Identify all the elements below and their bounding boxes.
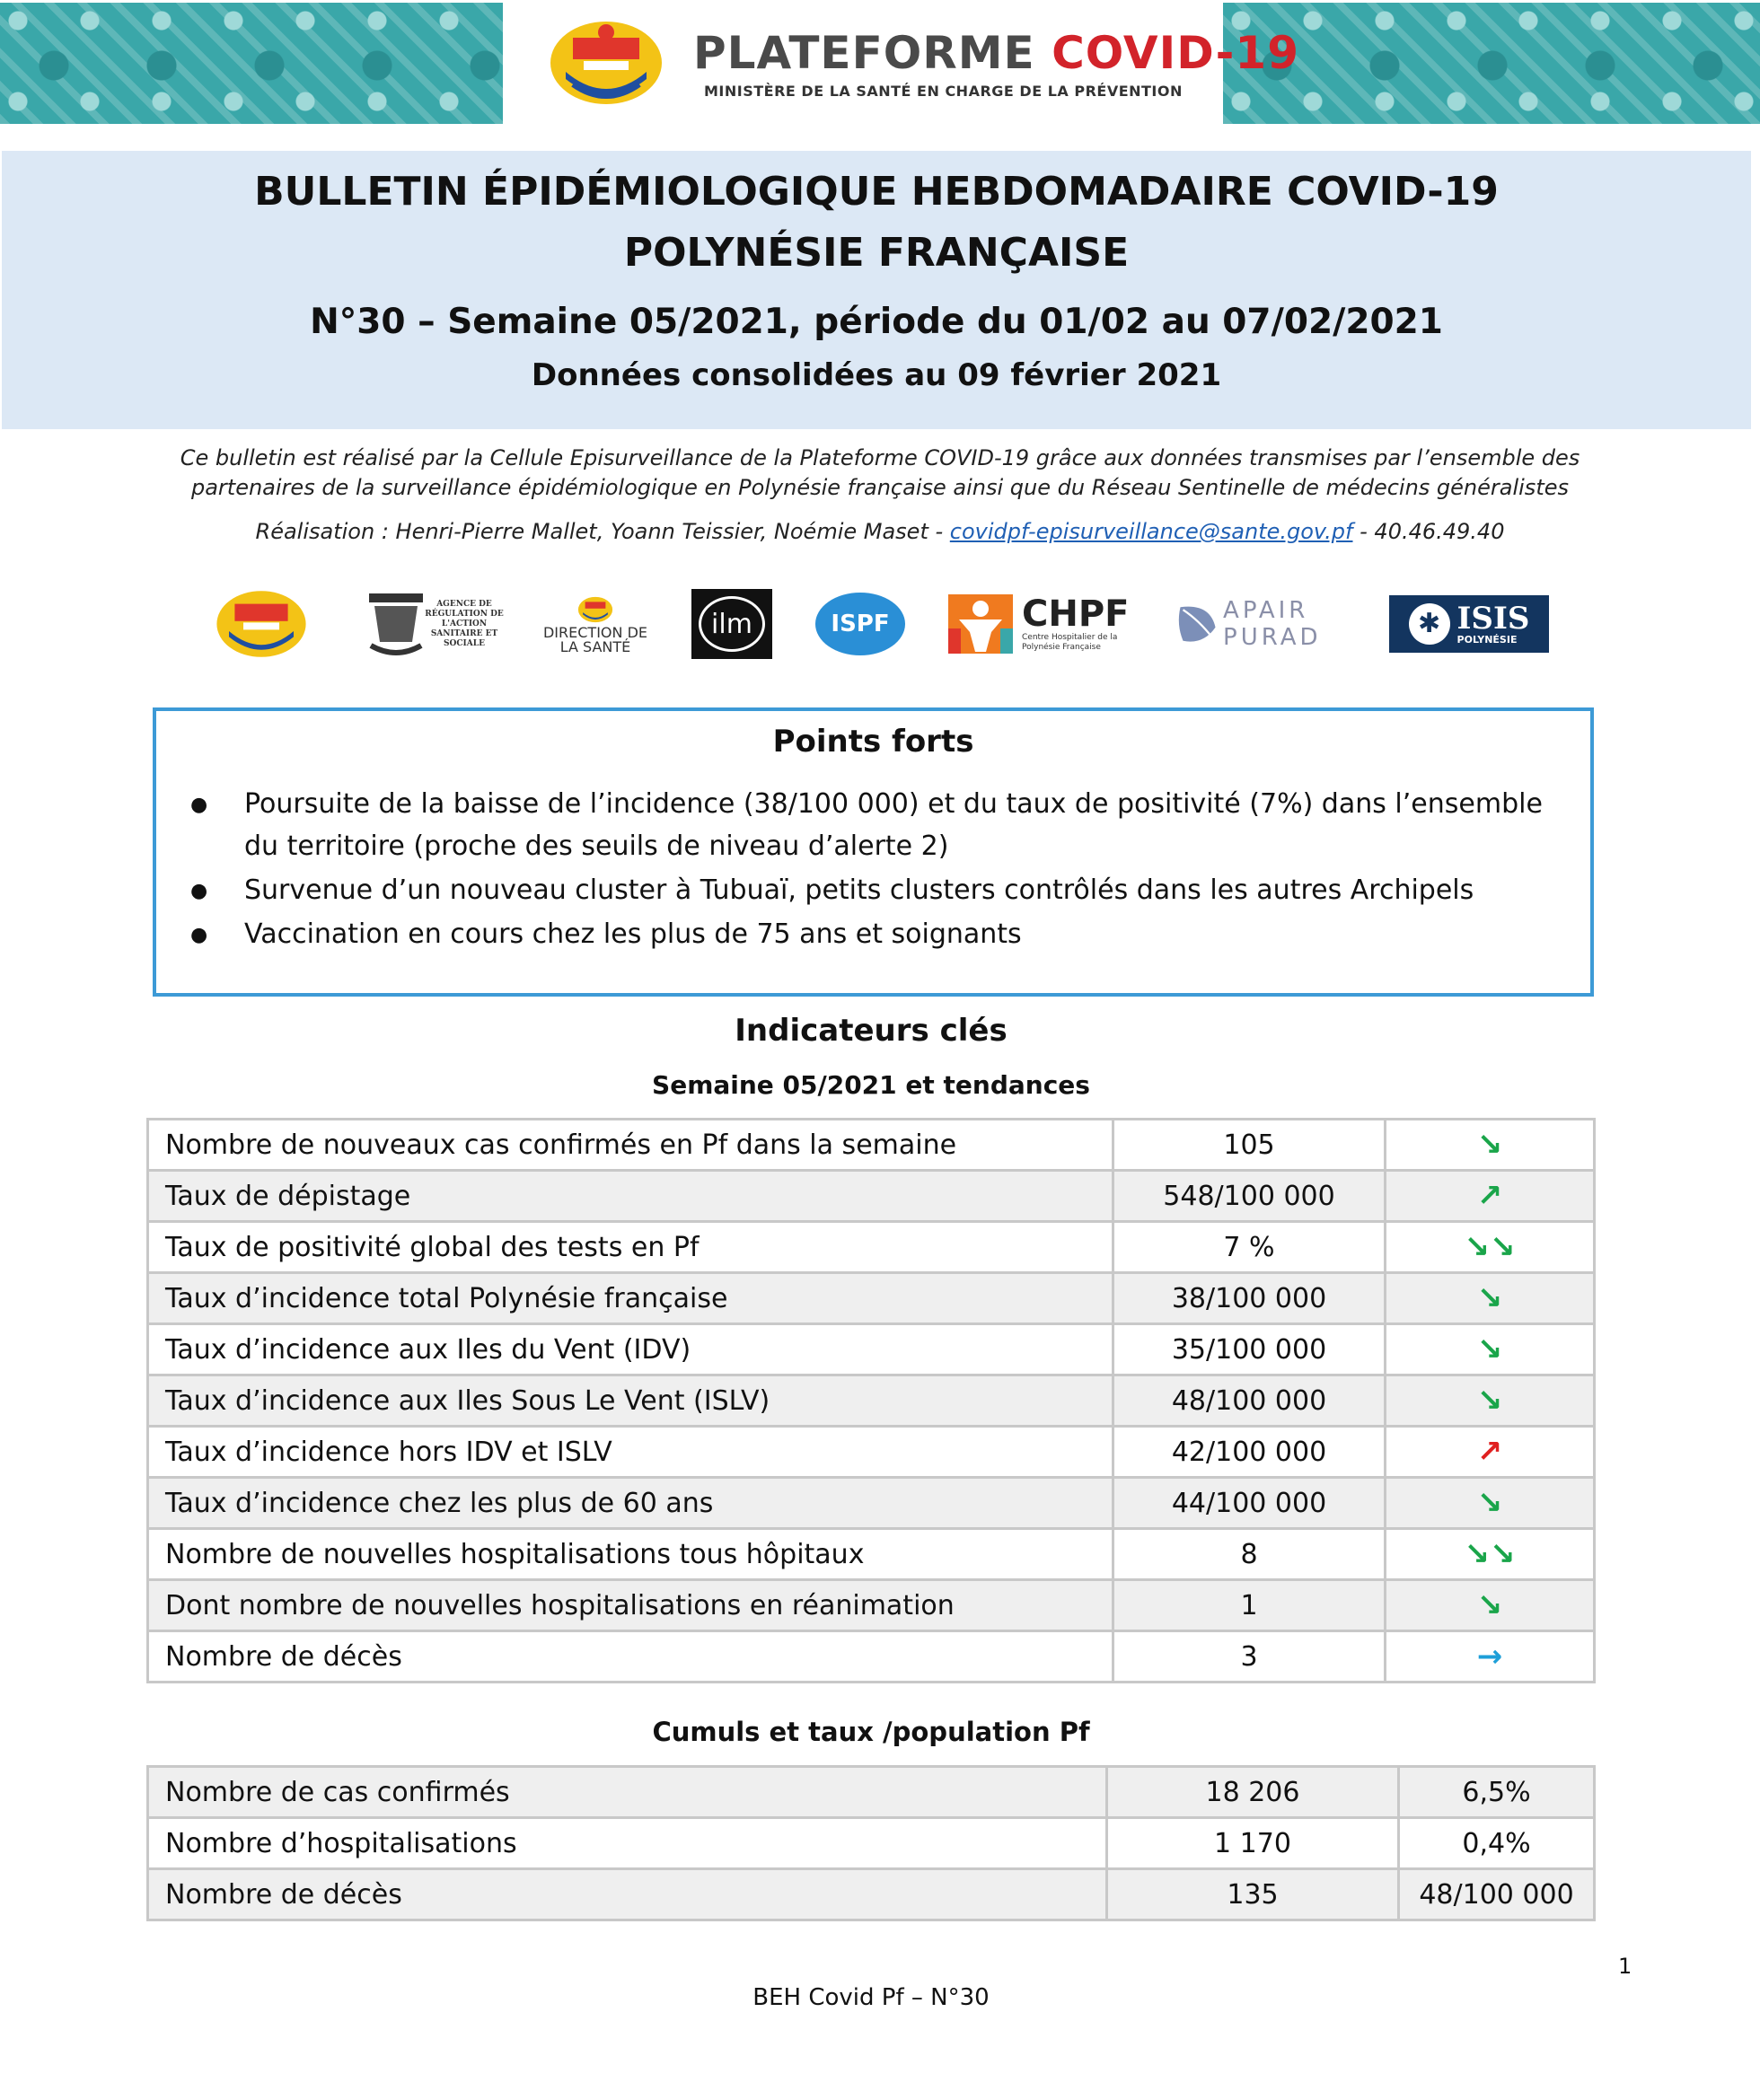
indicator-label: Taux de dépistage [148, 1171, 1113, 1222]
cumul-label: Nombre de décès [148, 1869, 1107, 1920]
polynesia-emblem-icon [548, 20, 664, 106]
indicator-value: 44/100 000 [1113, 1478, 1386, 1529]
direction-sante-caption: DIRECTION DE LA SANTÉ [542, 624, 647, 655]
bulletin-consolidation-date: Données consolidées au 09 février 2021 [531, 357, 1222, 393]
bullet-icon: ● [190, 794, 208, 816]
points-forts-item: Survenue d’un nouveau cluster à Tubuaï, petits clusters contrôlés dans les autres Archipels [244, 874, 1474, 906]
chpf-figure-icon [946, 593, 1015, 655]
plateforme-brand [548, 20, 1299, 110]
indicator-value: 3 [1113, 1631, 1386, 1683]
trend-arrow-icon: ↘ [1386, 1478, 1595, 1529]
indicator-label: Taux d’incidence hors IDV et ISLV [148, 1427, 1113, 1478]
indicator-row [148, 1171, 1595, 1222]
indicator-row [148, 1324, 1595, 1375]
indicator-row [148, 1222, 1595, 1273]
trend-arrow-icon: ↘ [1386, 1580, 1595, 1631]
isis-title: ISIS [1456, 600, 1530, 637]
header-banner [0, 0, 1760, 126]
ispf-text: ISPF [815, 593, 905, 655]
indicator-value: 1 [1113, 1580, 1386, 1631]
contact-phone: - 40.46.49.40 [1352, 519, 1505, 544]
cumul-row [148, 1818, 1595, 1869]
cumul-value: 18 206 [1107, 1767, 1399, 1818]
indicator-value: 35/100 000 [1113, 1324, 1386, 1375]
chpf-title: CHPF [1022, 593, 1130, 635]
partner-logos [212, 584, 1559, 669]
polynesia-emblem-logo [212, 584, 311, 664]
bulletin-period: N°30 – Semaine 05/2021, période du 01/02 au 07/02/2021 [310, 302, 1443, 342]
intro-line-1: Ce bulletin est réalisé par la Cellule Episurveillance de la Plateforme COVID-19 grâce aux données transmises par l’ensemble des [180, 445, 1580, 470]
intro-paragraph [99, 444, 1661, 503]
trend-arrow-icon: ↘ [1386, 1324, 1595, 1375]
indicators-subtitle: Semaine 05/2021 et tendances [652, 1070, 1090, 1100]
points-forts-item: Vaccination en cours chez les plus de 75 ans et soignants [244, 918, 1022, 950]
cumul-label: Nombre de cas confirmés [148, 1767, 1107, 1818]
arass-logo [359, 584, 512, 664]
cumul-row [148, 1869, 1595, 1920]
polynesia-emblem-icon [215, 584, 308, 663]
polynesia-emblem-icon [577, 593, 613, 626]
indicator-value: 548/100 000 [1113, 1171, 1386, 1222]
indicator-row [148, 1120, 1595, 1171]
indicator-label: Taux d’incidence aux Iles Sous Le Vent (ISLV) [148, 1375, 1113, 1427]
points-forts-box [153, 707, 1594, 997]
bulletin-title-block [2, 151, 1751, 429]
trend-arrow-icon: ↗ [1386, 1171, 1595, 1222]
indicator-label: Taux d’incidence chez les plus de 60 ans [148, 1478, 1113, 1529]
polynesian-pattern-right [1223, 3, 1760, 124]
indicators-title: Indicateurs clés [735, 1013, 1008, 1049]
cumul-label: Nombre d’hospitalisations [148, 1818, 1107, 1869]
bulletin-title: BULLETIN ÉPIDÉMIOLOGIQUE HEBDOMADAIRE COVID-19 [254, 169, 1499, 215]
isis-logo [1388, 584, 1550, 664]
trend-arrow-icon: ↘↘ [1386, 1529, 1595, 1580]
cumuls-table [146, 1765, 1596, 1921]
points-forts-item: Poursuite de la baisse de l’incidence (38/100 000) et du taux de positivité (7%) dans l’ensemble du territoire (proche des seuils de niveau d’alerte 2) [244, 788, 1543, 862]
indicator-value: 42/100 000 [1113, 1427, 1386, 1478]
brand-title: PLATEFORME COVID-19 [693, 27, 1299, 79]
indicator-label: Taux de positivité global des tests en Pf [148, 1222, 1113, 1273]
cumul-row [148, 1767, 1595, 1818]
indicator-value: 38/100 000 [1113, 1273, 1386, 1324]
intro-line-2: partenaires de la surveillance épidémiologique en Polynésie française ainsi que du Réseau Sentinelle de médecins généralistes [190, 475, 1569, 500]
points-forts-title: Points forts [772, 724, 974, 760]
indicator-row [148, 1478, 1595, 1529]
bullet-icon: ● [190, 880, 208, 902]
trend-arrow-icon: ↗ [1386, 1427, 1595, 1478]
authors-line [99, 517, 1661, 547]
arass-emblem-icon [367, 588, 425, 660]
trend-arrow-icon: → [1386, 1631, 1595, 1683]
apair-purad-text: APAIR PURAD [1223, 597, 1322, 651]
bullet-icon: ● [190, 924, 208, 946]
apair-purad-logo [1176, 584, 1369, 664]
ilm-text: ilm [699, 596, 765, 652]
cumul-value: 135 [1107, 1869, 1399, 1920]
isis-text [1456, 600, 1530, 646]
indicator-row [148, 1427, 1595, 1478]
indicator-value: 105 [1113, 1120, 1386, 1171]
trend-arrow-icon: ↘ [1386, 1120, 1595, 1171]
cumul-rate: 0,4% [1399, 1818, 1595, 1869]
arass-caption: AGENCE DE RÉGULATION DE L'ACTION SANITAIRE ET SOCIALE [425, 599, 504, 648]
isis-star-icon: ✱ [1409, 603, 1450, 645]
indicators-table [146, 1118, 1596, 1683]
cumuls-title: Cumuls et taux /population Pf [652, 1717, 1090, 1747]
chpf-subtitle: Centre Hospitalier de la Polynésie Française [1022, 633, 1118, 652]
indicator-row [148, 1580, 1595, 1631]
cumul-rate: 48/100 000 [1399, 1869, 1595, 1920]
indicator-label: Taux d’incidence total Polynésie française [148, 1273, 1113, 1324]
indicator-label: Nombre de nouvelles hospitalisations tous hôpitaux [148, 1529, 1113, 1580]
bulletin-region: POLYNÉSIE FRANÇAISE [623, 230, 1130, 276]
indicator-value: 48/100 000 [1113, 1375, 1386, 1427]
isis-badge [1389, 595, 1549, 653]
brand-subtitle: MINISTÈRE DE LA SANTÉ EN CHARGE DE LA PRÉVENTION [704, 83, 1183, 100]
indicator-row [148, 1631, 1595, 1683]
indicator-row [148, 1529, 1595, 1580]
page-number: 1 [1618, 1954, 1632, 1979]
ilm-logo [691, 584, 773, 664]
contact-email-link[interactable]: covidpf-episurveillance@sante.gov.pf [949, 519, 1353, 544]
indicator-row [148, 1273, 1595, 1324]
cumul-value: 1 170 [1107, 1818, 1399, 1869]
cumul-rate: 6,5% [1399, 1767, 1595, 1818]
ispf-logo [811, 584, 910, 664]
direction-sante-logo [537, 584, 654, 664]
trend-arrow-icon: ↘↘ [1386, 1222, 1595, 1273]
indicator-label: Nombre de nouveaux cas confirmés en Pf dans la semaine [148, 1120, 1113, 1171]
isis-subtitle: POLYNÉSIE [1456, 633, 1518, 646]
chpf-logo [946, 584, 1148, 664]
trend-arrow-icon: ↘ [1386, 1273, 1595, 1324]
indicator-label: Dont nombre de nouvelles hospitalisations en réanimation [148, 1580, 1113, 1631]
chpf-text [1022, 595, 1139, 653]
indicator-value: 8 [1113, 1529, 1386, 1580]
page-footer: BEH Covid Pf – N°30 [752, 1984, 990, 2011]
indicator-label: Nombre de décès [148, 1631, 1113, 1683]
ilm-badge [691, 589, 772, 659]
authors-text: Réalisation : Henri-Pierre Mallet, Yoann Teissier, Noémie Maset - [255, 519, 950, 544]
indicator-label: Taux d’incidence aux Iles du Vent (IDV) [148, 1324, 1113, 1375]
indicator-value: 7 % [1113, 1222, 1386, 1273]
trend-arrow-icon: ↘ [1386, 1375, 1595, 1427]
apair-leaf-icon [1176, 593, 1219, 655]
indicator-row [148, 1375, 1595, 1427]
polynesian-pattern-left [0, 3, 503, 124]
